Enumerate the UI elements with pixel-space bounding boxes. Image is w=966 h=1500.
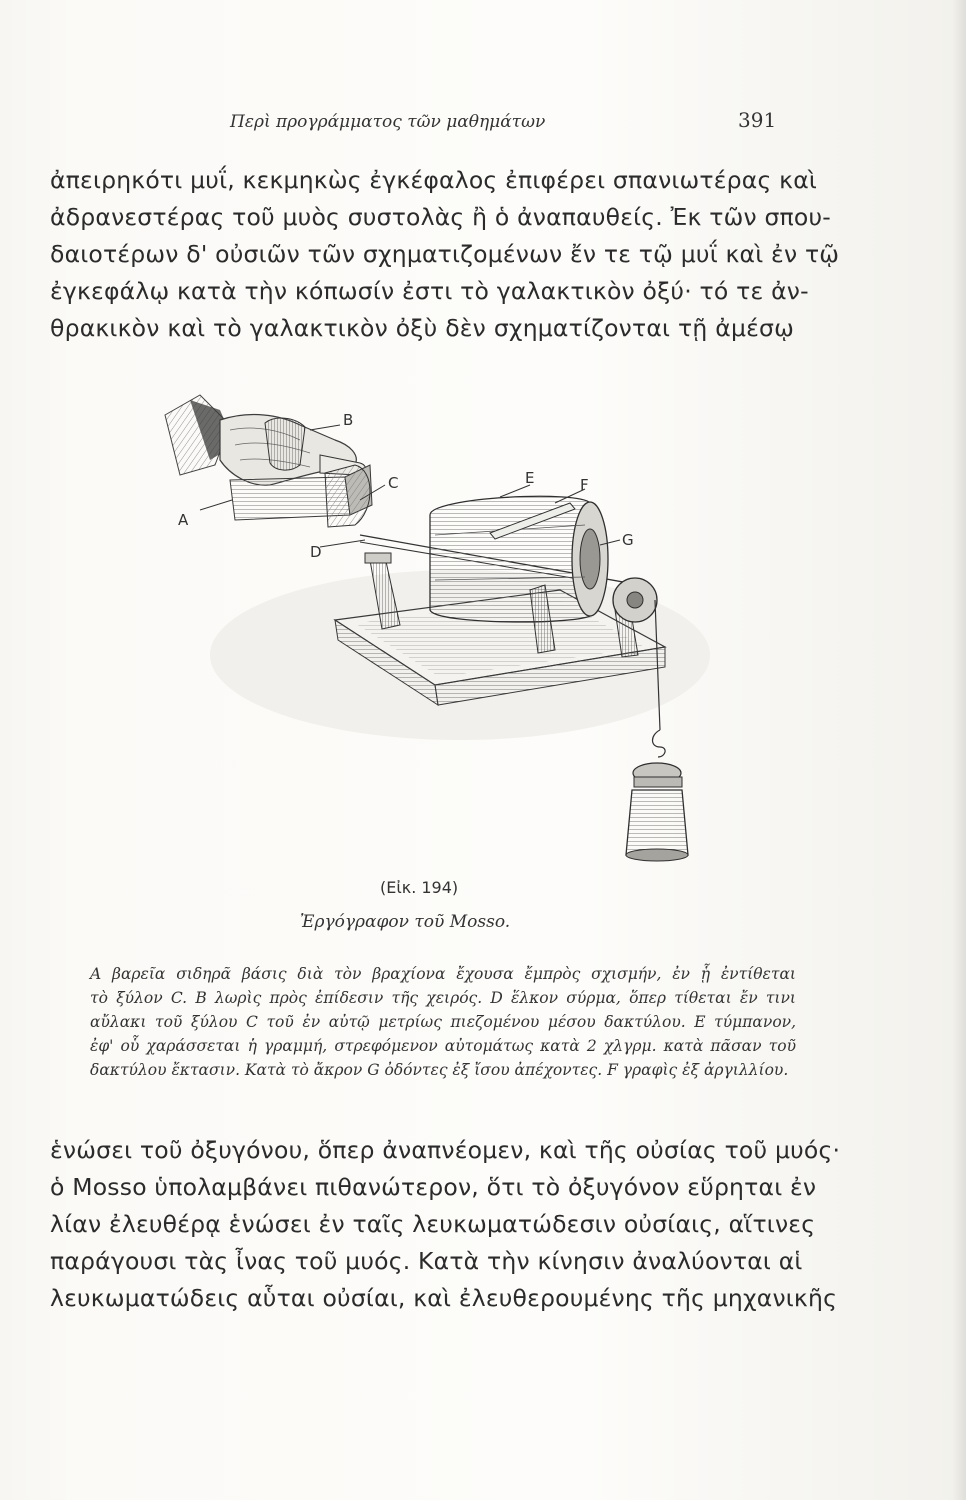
text-line: ἑνώσει τοῦ ὀξυγόνου, ὅπερ ἀναπνέομεν, καὶ τῆς οὐσίας τοῦ μυός· — [50, 1136, 841, 1164]
figure-number: (Εἰκ. 194) — [380, 878, 459, 897]
figure-title: Ἐργόγραφον τοῦ Mosso. — [300, 912, 511, 932]
recording-drum — [430, 496, 608, 622]
label-a: A — [178, 511, 189, 529]
label-c: C — [388, 474, 399, 492]
label-f: F — [580, 476, 589, 494]
binding-shadow — [952, 0, 966, 1500]
ergograph-illustration — [160, 385, 720, 875]
text-line: ἀπειρηκότι μυΐ, κεκμηκὼς ἐγκέφαλος ἐπιφέρει σπανιωτέρας καὶ — [50, 166, 818, 194]
figure-caption — [90, 962, 796, 1082]
caption-line: δακτύλου ἔκτασιν. Κατὰ τὸ ἄκρον G ὀδόντες ἐξ ἴσου ἀπέχοντες. F γραφὶς ἐξ ἀργιλλίου. — [90, 1061, 789, 1079]
page-number: 391 — [738, 108, 777, 132]
running-head: Περὶ προγράμματος τῶν μαθημάτων — [230, 112, 546, 132]
text-line: παράγουσι τὰς ἶνας τοῦ μυός. Κατὰ τὴν κίνησιν ἀναλύονται αἱ — [50, 1247, 803, 1275]
text-line: ὁ Mosso ὑπολαμβάνει πιθανώτερον, ὅτι τὸ ὀξυγόνον εὕρηται ἐν — [50, 1173, 817, 1201]
caption-line: A βαρεῖα σιδηρᾶ βάσις διὰ τὸν βραχίονα ἔχουσα ἔμπρὸς σχισμήν, ἐν ᾗ ἐντίθεται — [90, 965, 796, 983]
text-line: λευκωματώδεις αὗται οὐσίαι, καὶ ἐλευθερουμένης τῆς μηχανικῆς — [50, 1284, 838, 1312]
body-text-top — [50, 162, 840, 347]
label-b: B — [343, 411, 354, 429]
hanging-weight — [626, 763, 688, 861]
text-line: δαιοτέρων δ' οὐσιῶν τῶν σχηματιζομένων ἔν τε τῷ μυΐ καὶ ἐν τῷ — [50, 240, 840, 268]
caption-line: τὸ ξύλον C. B λωρὶς πρὸς ἐπίδεσιν τῆς χειρός. D ἕλκον σύρμα, ὅπερ τίθεται ἔν τινι — [90, 989, 796, 1007]
body-text-bottom — [50, 1132, 841, 1317]
text-line: ἐγκεφάλῳ κατὰ τὴν κόπωσίν ἐστι τὸ γαλακτικὸν ὀξύ· τό τε ἀν- — [50, 277, 809, 305]
label-d: D — [310, 543, 322, 561]
text-line: θρακικὸν καὶ τὸ γαλακτικὸν ὀξὺ δὲν σχηματίζονται τῇ ἀμέσῳ — [50, 314, 794, 342]
label-g: G — [622, 531, 634, 549]
text-line: ἀδρανεστέρας τοῦ μυὸς συστολὰς ἢ ὁ ἀναπαυθείς. Ἐκ τῶν σπου- — [50, 203, 831, 231]
text-line: λίαν ἐλευθέρᾳ ἑνώσει ἐν ταῖς λευκωματώδεσιν οὐσίαις, αἵτινες — [50, 1210, 816, 1238]
label-e: E — [525, 469, 535, 487]
caption-line: αὔλακι τοῦ ξύλου C τοῦ ἐν αὐτῷ μετρίως πιεζομένου μέσου δακτύλου. E τύμπανον, — [90, 1013, 796, 1031]
caption-line: ἐφ' οὗ χαράσσεται ἡ γραμμή, στρεφόμενον αὐτομάτως κατὰ 2 χλγρμ. κατὰ πᾶσαν τοῦ — [90, 1037, 796, 1055]
finger-guide — [325, 465, 370, 527]
